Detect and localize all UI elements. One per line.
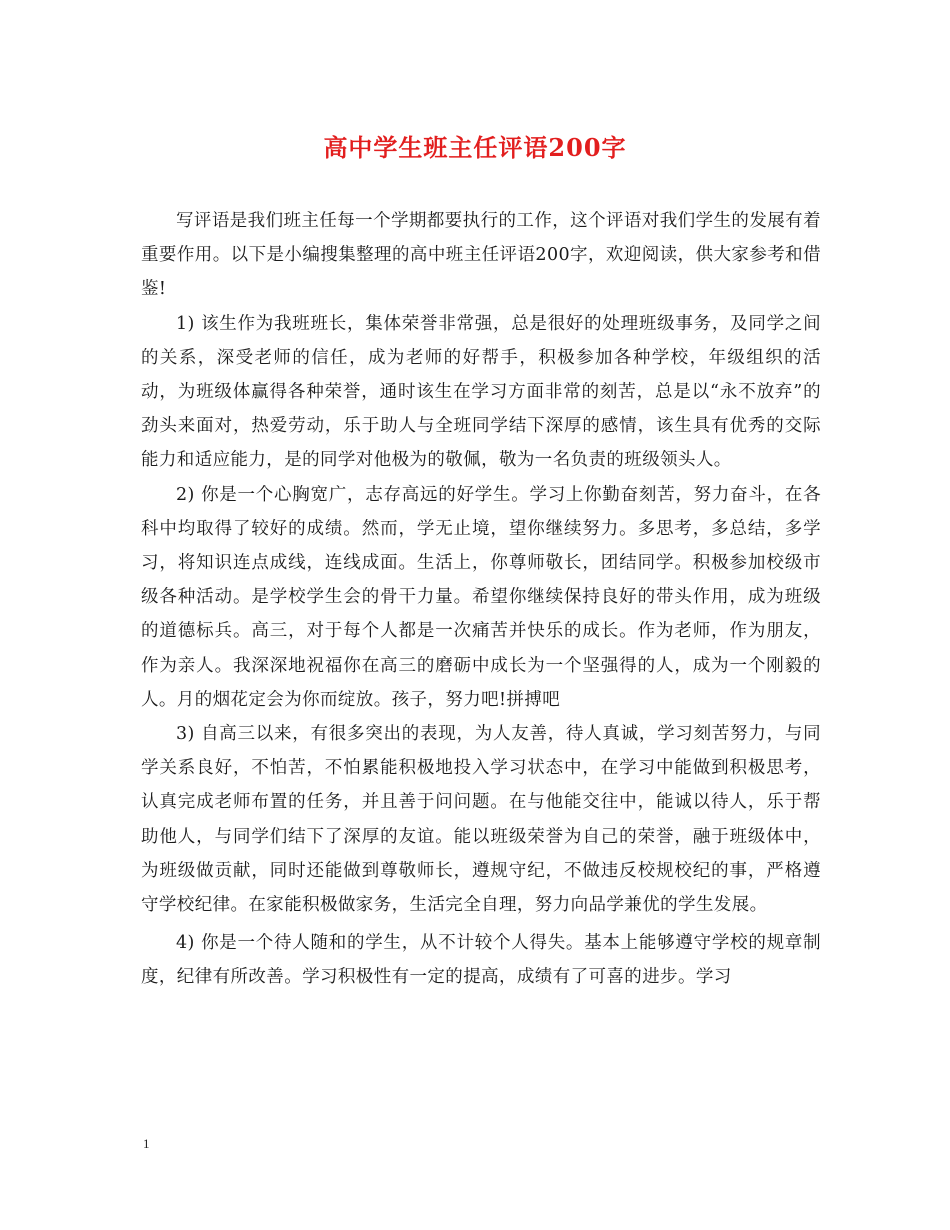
document-body	[141, 204, 821, 995]
intro-paragraph: 写评语是我们班主任每一个学期都要执行的工作，这个评语对我们学生的发展有着重要作用。以下是小编搜集整理的高中班主任评语200字，欢迎阅读，供大家参考和借鉴!	[141, 211, 821, 300]
comment-paragraph-4: 4) 你是一个待人随和的学生，从不计较个人得失。基本上能够遵守学校的规章制度，纪律有所改善。学习积极性有一定的提高，成绩有了可喜的进步。学习	[141, 933, 821, 988]
document-title: 高中学生班主任评语200字	[323, 133, 627, 162]
comment-paragraph-3: 3) 自高三以来，有很多突出的表现，为人友善，待人真诚，学习刻苦努力，与同学关系良好，不怕苦，不怕累能积极地投入学习状态中，在学习中能做到积极思考，认真完成老师布置的任务，并且善于问问题。在与他能交往中，能诚以待人，乐于帮助他人，与同学们结下了深厚的友谊。能以班级荣誉为自己的荣誉，融于班级体中，为班级做贡献，同时还能做到尊敬师长，遵规守纪，不做违反校规校纪的事，严格遵守学校纪律。在家能积极做家务，生活完全自理，努力向品学兼优的学生发展。	[141, 724, 821, 916]
comment-paragraph-1: 1) 该生作为我班班长，集体荣誉非常强，总是很好的处理班级事务，及同学之间的关系，深受老师的信任，成为老师的好帮手，积极参加各种学校，年级组织的活动，为班级体赢得各种荣誉，通时该生在学习方面非常的刻苦，总是以“永不放弃”的劲头来面对，热爱劳动，乐于助人与全班同学结下深厚的感情，该生具有优秀的交际能力和适应能力，是的同学对他极为的敬佩，敬为一名负责的班级领头人。	[141, 313, 821, 471]
page-number: 1	[143, 1136, 150, 1151]
comment-paragraph-2: 2) 你是一个心胸宽广，志存高远的好学生。学习上你勤奋刻苦，努力奋斗，在各科中均取得了较好的成绩。然而，学无止境，望你继续努力。多思考，多总结，多学习，将知识连点成线，连线成面。生活上，你尊师敬长，团结同学。积极参加校级市级各种活动。是学校学生会的骨干力量。希望你继续保持良好的带头作用，成为班级的道德标兵。高三，对于每个人都是一次痛苦并快乐的成长。作为老师，作为朋友，作为亲人。我深深地祝福你在高三的磨砺中成长为一个坚强得的人，成为一个刚毅的人。月的烟花定会为你而绽放。孩子，努力吧!拼搏吧	[141, 484, 821, 710]
